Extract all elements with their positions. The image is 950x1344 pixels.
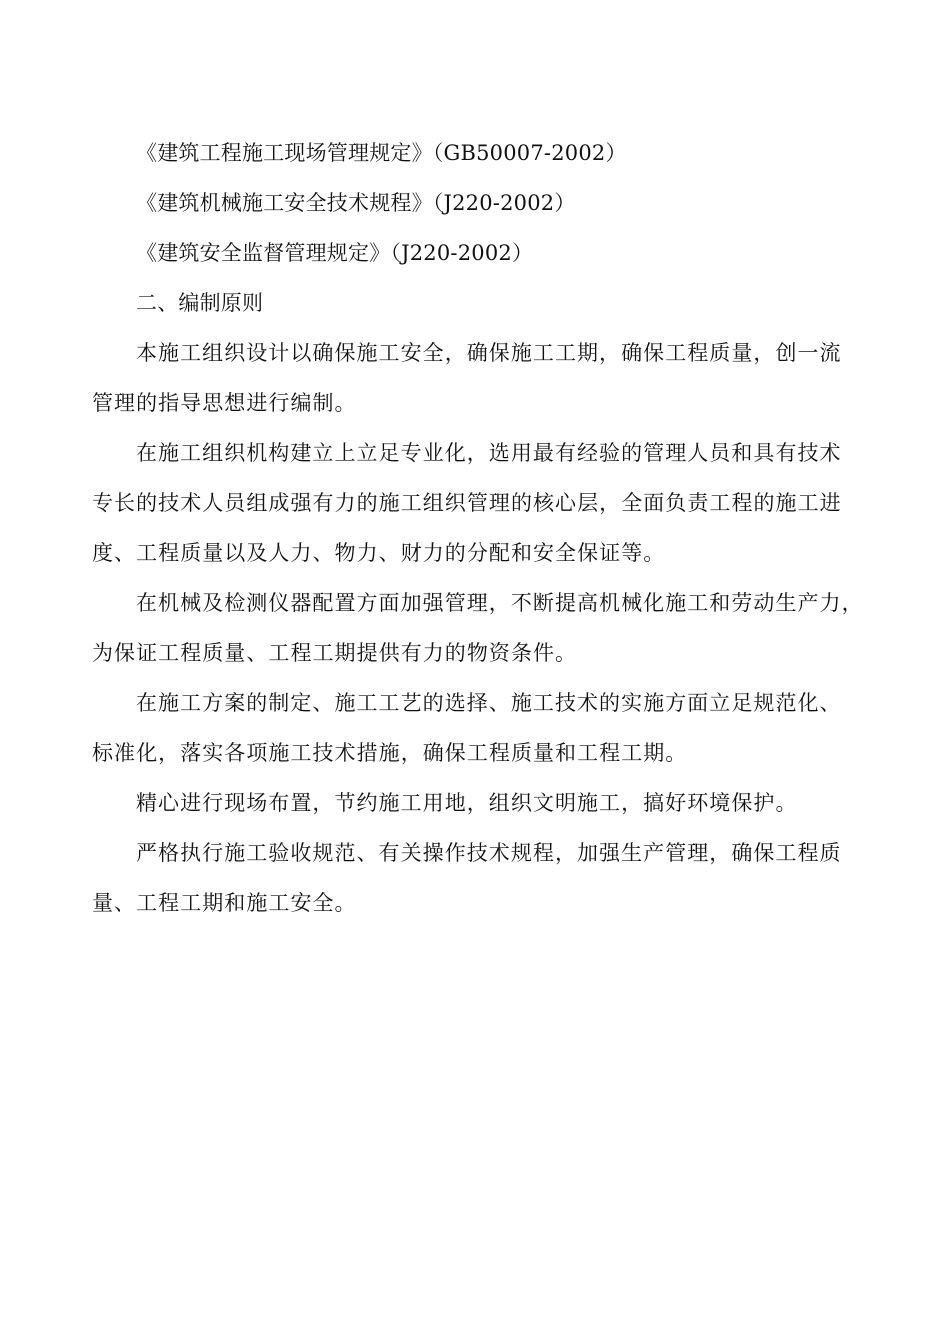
paragraph-line: 标准化，落实各项施工技术措施，确保工程质量和工程工期。	[92, 741, 688, 765]
paragraph-line: 在机械及检测仪器配置方面加强管理，不断提高机械化施工和劳动生产力，	[136, 591, 864, 615]
document-body	[92, 128, 862, 928]
paragraph-line: 度、工程质量以及人力、物力、财力的分配和安全保证等。	[92, 541, 666, 565]
paragraph-line: 专长的技术人员组成强有力的施工组织管理的核心层，全面负责工程的施工进	[92, 491, 842, 515]
paragraph-line: 本施工组织设计以确保施工安全，确保施工工期，确保工程质量，创一流	[136, 341, 842, 365]
paragraph-line: 严格执行施工验收规范、有关操作技术规程，加强生产管理，确保工程质	[136, 841, 842, 865]
paragraph-line: 在施工组织机构建立上立足专业化，选用最有经验的管理人员和具有技术	[136, 441, 842, 465]
paragraph-principle-4	[92, 678, 862, 778]
paragraph-principle-5	[92, 778, 862, 828]
reference-gb50007: 《建筑工程施工现场管理规定》（GB50007-2002）	[136, 141, 627, 165]
paragraph-line: 精心进行现场布置，节约施工用地，组织文明施工，搞好环境保护。	[136, 791, 798, 815]
reference-j220-machinery: 《建筑机械施工安全技术规程》（J220-2002）	[136, 191, 576, 215]
paragraph-principle-2	[92, 428, 862, 578]
paragraph-line: 在施工方案的制定、施工工艺的选择、施工技术的实施方面立足规范化、	[136, 691, 842, 715]
paragraph-line: 管理的指导思想进行编制。	[92, 391, 357, 415]
paragraph-principle-3	[92, 578, 862, 678]
section-heading: 二、编制原则	[136, 291, 264, 315]
paragraph-line: 量、工程工期和施工安全。	[92, 891, 357, 915]
reference-j220-supervision: 《建筑安全监督管理规定》（J220-2002）	[136, 241, 534, 265]
paragraph-principle-6	[92, 828, 862, 928]
paragraph-principle-1	[92, 328, 862, 428]
paragraph-line: 为保证工程质量、工程工期提供有力的物资条件。	[92, 641, 578, 665]
